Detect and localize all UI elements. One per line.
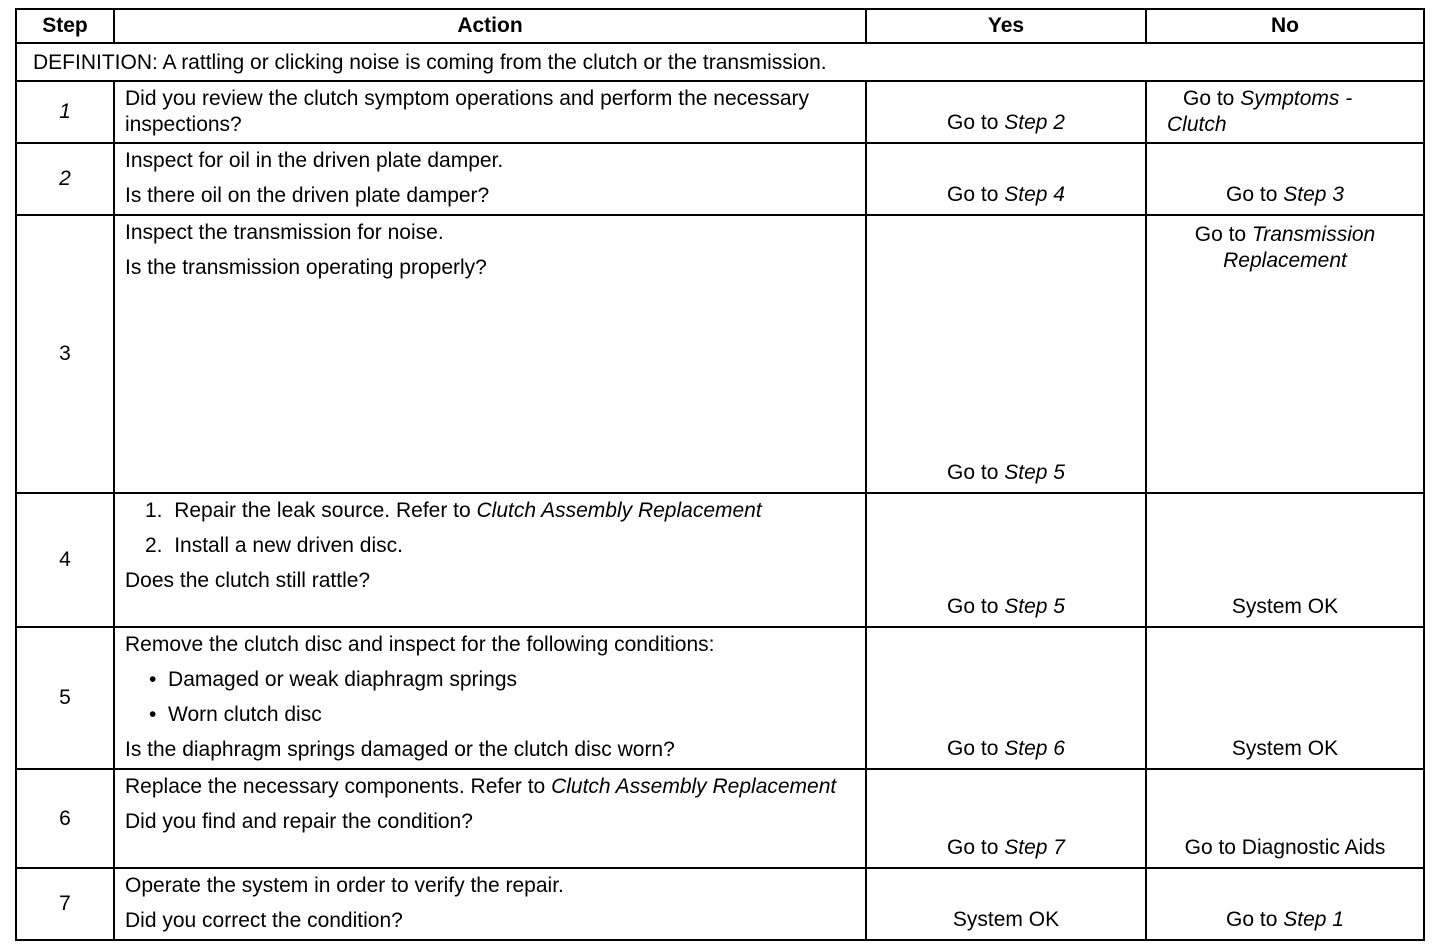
action-question: Did you correct the condition?	[125, 909, 403, 932]
no-prefix: Go to	[1183, 87, 1241, 110]
definition-text: DEFINITION: A rattling or clicking noise is coming from the clutch or the transmission.	[16, 43, 1424, 81]
header-action: Action	[114, 9, 866, 43]
yes-cell	[866, 215, 1146, 493]
yes-step-link[interactable]: Step 6	[1004, 737, 1065, 760]
yes-cell	[866, 627, 1146, 769]
action-text: Inspect the transmission for noise.	[125, 221, 444, 244]
no-symptoms-link[interactable]: Symptoms - Clutch	[1167, 87, 1353, 136]
table-row	[16, 215, 1424, 493]
step-number: 4	[16, 493, 114, 627]
step-number: 6	[16, 769, 114, 868]
action-cell	[114, 627, 866, 769]
action-cell	[114, 769, 866, 868]
yes-prefix: Go to	[947, 461, 1005, 484]
step-number: 1	[16, 81, 114, 143]
table-row	[16, 769, 1424, 868]
action-cell	[114, 493, 866, 627]
table-row	[16, 143, 1424, 215]
no-transmission-link[interactable]: Transmission Replacement	[1223, 223, 1376, 272]
no-step-link[interactable]: Step 1	[1283, 908, 1344, 931]
yes-cell	[866, 143, 1146, 215]
header-yes: Yes	[866, 9, 1146, 43]
yes-prefix: Go to	[947, 183, 1005, 206]
action-text	[125, 774, 855, 800]
item-text: Install a new driven disc.	[174, 534, 403, 557]
action-cell	[114, 215, 866, 493]
yes-prefix: Go to	[947, 111, 1005, 134]
header-no: No	[1146, 9, 1424, 43]
no-cell	[1146, 81, 1424, 143]
yes-step-link[interactable]: Step 5	[1004, 461, 1065, 484]
step-number: 5	[16, 627, 114, 769]
action-question: Is the transmission operating properly?	[125, 256, 487, 279]
action-question: Is the diaphragm springs damaged or the clutch disc worn?	[125, 738, 675, 761]
step-number: 2	[16, 143, 114, 215]
yes-prefix: Go to	[947, 595, 1005, 618]
item-number: 2.	[145, 534, 163, 557]
table-row	[16, 81, 1424, 143]
no-cell: System OK	[1146, 627, 1424, 769]
bullet-item: • Damaged or weak diaphragm springs	[149, 668, 518, 691]
yes-cell: System OK	[866, 868, 1146, 940]
action-text: Inspect for oil in the driven plate damper.	[125, 149, 504, 172]
action-question: Does the clutch still rattle?	[125, 569, 371, 592]
no-cell: Go to Diagnostic Aids	[1146, 769, 1424, 868]
no-cell	[1146, 868, 1424, 940]
step-number: 7	[16, 868, 114, 940]
item-number: 1.	[145, 499, 163, 522]
yes-prefix: Go to	[947, 836, 1005, 859]
yes-prefix: Go to	[947, 737, 1005, 760]
no-prefix: Go to	[1226, 908, 1284, 931]
numbered-item	[125, 533, 855, 559]
definition-row	[16, 43, 1424, 81]
action-cell	[114, 868, 866, 940]
no-prefix: Go to	[1194, 223, 1252, 246]
diagnostic-table	[15, 8, 1425, 941]
yes-step-link[interactable]: Step 4	[1004, 183, 1065, 206]
table-row	[16, 868, 1424, 940]
action-text: Remove the clutch disc and inspect for the following conditions:	[125, 633, 715, 656]
no-step-link[interactable]: Step 3	[1283, 183, 1344, 206]
yes-cell	[866, 81, 1146, 143]
table-row	[16, 627, 1424, 769]
bullet-text: Damaged or weak diaphragm springs	[168, 668, 518, 691]
action-cell	[114, 143, 866, 215]
yes-step-link[interactable]: Step 2	[1004, 111, 1065, 134]
header-step: Step	[16, 9, 114, 43]
yes-step-link[interactable]: Step 5	[1004, 595, 1065, 618]
header-row	[16, 9, 1424, 43]
action-question: Did you find and repair the condition?	[125, 810, 473, 833]
bullet-item: • Worn clutch disc	[149, 703, 322, 726]
action-text-prefix: Replace the necessary components. Refer to	[125, 775, 552, 798]
action-cell	[114, 81, 866, 143]
no-cell	[1146, 215, 1424, 493]
no-prefix: Go to	[1226, 183, 1284, 206]
table-row	[16, 493, 1424, 627]
action-question: Is there oil on the driven plate damper?	[125, 184, 490, 207]
clutch-assembly-link[interactable]: Clutch Assembly Replacement	[476, 499, 762, 522]
yes-cell	[866, 493, 1146, 627]
numbered-item	[125, 498, 855, 524]
action-text: Did you review the clutch symptom operations and perform the necessary inspections?	[125, 87, 809, 136]
action-text: Operate the system in order to verify the repair.	[125, 874, 564, 897]
clutch-assembly-link[interactable]: Clutch Assembly Replacement	[551, 775, 837, 798]
step-number: 3	[16, 215, 114, 493]
yes-cell	[866, 769, 1146, 868]
item-text: Repair the leak source. Refer to	[174, 499, 477, 522]
no-cell: System OK	[1146, 493, 1424, 627]
no-cell	[1146, 143, 1424, 215]
yes-step-link[interactable]: Step 7	[1004, 836, 1065, 859]
bullet-text: Worn clutch disc	[168, 703, 322, 726]
